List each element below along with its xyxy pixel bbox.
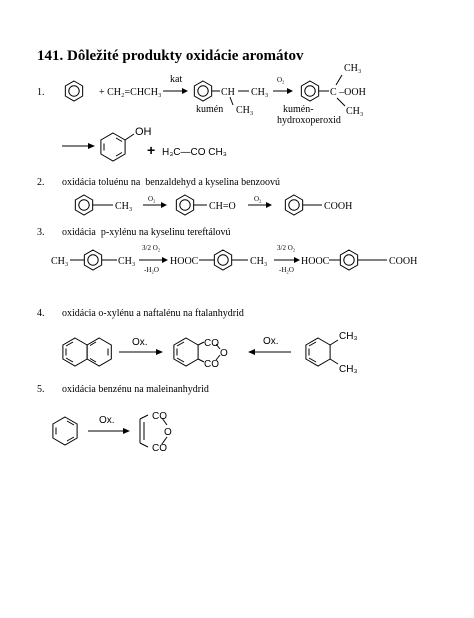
toluene-ch3: CH₃ xyxy=(115,201,133,212)
arrow-kat-head xyxy=(182,88,188,94)
catalyst-label: kat xyxy=(170,74,183,85)
maleic-co-bottom: CO xyxy=(152,443,167,454)
hydroperoxide-label-1: kumén- xyxy=(283,104,314,115)
s4-oxidation-a: Ox. xyxy=(132,337,148,348)
s5-heading: 5. oxidácia benzénu na maleinanhydrid xyxy=(37,384,209,395)
s3-water-a: -H₂O xyxy=(144,266,159,274)
terephthalic-ring-icon xyxy=(340,250,357,270)
terephthalic-cooh: COOH xyxy=(389,256,418,267)
pxylene-ch3-left: CH₃ xyxy=(51,256,69,267)
page-title: 141. Dôležité produkty oxidácie aromátov xyxy=(37,48,304,64)
s3-oxygen-a: 3/2 O₂ xyxy=(142,244,161,252)
hydroperoxide-ring-icon xyxy=(301,81,318,101)
naphthalene-icon xyxy=(63,338,111,366)
benzoic-acid-ring-icon xyxy=(285,195,302,215)
pxylene-ring-icon xyxy=(84,250,101,270)
s4-heading: 4. oxidácia o-xylénu a naftalénu na ftalanhydrid xyxy=(37,308,244,319)
s2-oxygen-b: O₂ xyxy=(254,195,262,203)
benzene-kekule-icon xyxy=(53,417,77,445)
plus-sign: + xyxy=(147,142,156,158)
phthalic-co-top: CO xyxy=(204,338,219,349)
terephthalic-hooc: HOOC xyxy=(301,256,330,267)
s3-water-b: -H₂O xyxy=(279,266,294,274)
s2-heading: 2. oxidácia toluénu na benzaldehyd a kyselina benzoovú xyxy=(37,177,280,188)
phenol-oh: OH xyxy=(135,126,152,138)
oxylene-ring-icon xyxy=(306,338,338,366)
hydroperoxide-ch3-top: CH₃ xyxy=(344,63,362,74)
hydroperoxide-label-2: hydroxoperoxid xyxy=(277,115,341,126)
s4-oxidation-b: Ox. xyxy=(263,336,279,347)
s5-oxidation: Ox. xyxy=(99,415,115,426)
oxygen-label-1: O₂ xyxy=(277,76,285,84)
cumene-ch3-right: CH₃ xyxy=(251,87,269,98)
oxylene-ch3-top: CH₃ xyxy=(339,331,358,342)
pxylene-ch3-right: CH₃ xyxy=(118,256,136,267)
oxylene-ch3-bottom: CH₃ xyxy=(339,364,358,375)
s3-oxygen-b: 3/2 O₂ xyxy=(277,244,296,252)
benzaldehyde-cho: CH=O xyxy=(209,201,236,212)
propene-formula: + CH₂=CHCH₃ xyxy=(99,87,162,98)
maleic-co-top: CO xyxy=(152,411,167,422)
phenol-ring-icon xyxy=(101,133,125,161)
phthalic-co-bottom: CO xyxy=(204,359,219,370)
s3-heading: 3. oxidácia p-xylénu na kyselinu tereftálovú xyxy=(37,227,231,238)
intermediate-ring-icon xyxy=(214,250,231,270)
toluene-ring-icon xyxy=(75,195,92,215)
s2-oxygen-a: O₂ xyxy=(148,195,156,203)
intermediate-ch3: CH₃ xyxy=(250,256,268,267)
acetone-formula: H₃C—CO CH₃ xyxy=(162,147,227,158)
benzaldehyde-ring-icon xyxy=(176,195,193,215)
cumene-ch3-bottom: CH₃ xyxy=(236,105,254,116)
benzoic-acid-cooh: COOH xyxy=(324,201,353,212)
benzene-ring-icon xyxy=(65,81,82,101)
cumene-ch: CH xyxy=(221,87,235,98)
cumene-ring-icon xyxy=(194,81,211,101)
s1-number: 1. xyxy=(37,87,45,98)
hydroperoxide-ch3-bottom: CH₃ xyxy=(346,106,364,117)
cumene-label: kumén xyxy=(196,104,224,115)
hydroperoxide-cooh: C –OOH xyxy=(330,87,366,98)
intermediate-hooc: HOOC xyxy=(170,256,199,267)
phthalic-o: O xyxy=(220,348,228,359)
maleic-o: O xyxy=(164,427,172,438)
